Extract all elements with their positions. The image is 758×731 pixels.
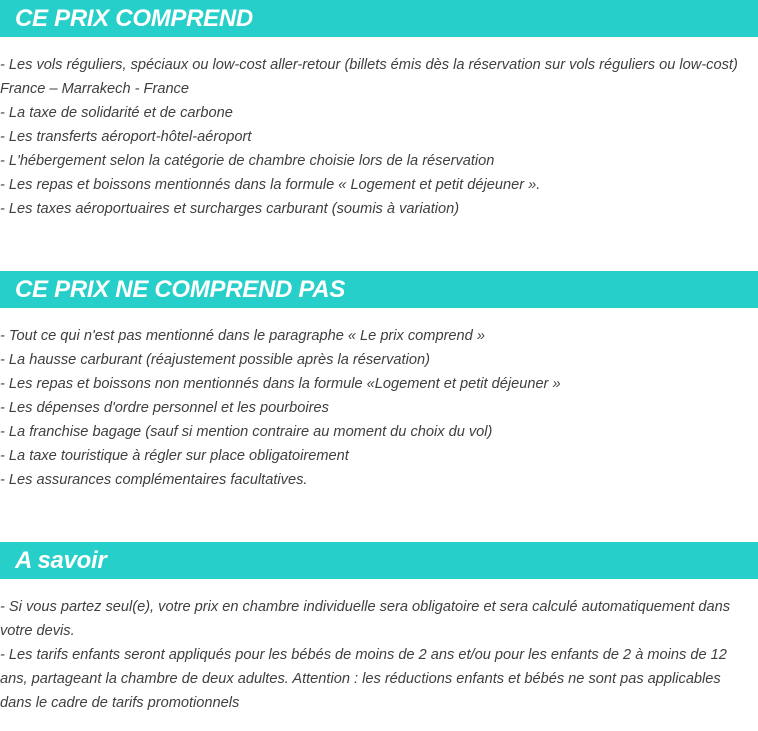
list-item: - Tout ce qui n'est pas mentionné dans le paragraphe « Le prix comprend » [0,328,485,344]
list-item: - La taxe touristique à régler sur place obligatoirement [0,448,349,464]
list-item: - Les transferts aéroport-hôtel-aéroport [0,129,252,145]
list-item: - Les vols réguliers, spéciaux ou low-cost aller-retour (billets émis dès la réservation sur vols réguliers ou low-cost) [0,57,738,73]
good-to-know-title: A savoir [15,547,107,574]
list-item: - L'hébergement selon la catégorie de chambre choisie lors de la réservation [0,153,495,169]
list-item: - Les repas et boissons mentionnés dans la formule « Logement et petit déjeuner ». [0,177,541,193]
list-item: - La hausse carburant (réajustement possible après la réservation) [0,352,430,368]
list-item: - Les tarifs enfants seront appliqués pour les bébés de moins de 2 ans et/ou pour les enfants de 2 à moins de 12 ans, partageant la chambre de deux adultes. Attention : les réductions enfants et bébés ne sont pas applicables dans le cadre de tarifs promotionnels [0,647,727,711]
good-to-know-header [0,542,758,579]
price-includes-section [0,0,758,221]
price-includes-header [0,0,758,37]
price-excludes-section [0,271,758,492]
list-item: - La taxe de solidarité et de carbone [0,105,233,121]
list-item: - La franchise bagage (sauf si mention contraire au moment du choix du vol) [0,424,493,440]
list-item: - Si vous partez seul(e), votre prix en chambre individuelle sera obligatoire et sera calculé automatiquement dans votre devis. [0,599,731,639]
price-includes-list [0,53,758,221]
list-item: - Les taxes aéroportuaires et surcharges carburant (soumis à variation) [0,201,460,217]
list-item: - Les assurances complémentaires facultatives. [0,472,308,488]
price-excludes-list [0,324,758,492]
good-to-know-list [0,595,750,715]
list-item: - Les dépenses d'ordre personnel et les pourboires [0,400,329,416]
price-excludes-title: CE PRIX NE COMPREND PAS [15,276,346,303]
price-excludes-header [0,271,758,308]
price-includes-title: CE PRIX COMPREND [15,5,253,32]
good-to-know-section [0,542,758,715]
list-item: France – Marrakech - France [0,81,189,97]
list-item: - Les repas et boissons non mentionnés dans la formule «Logement et petit déjeuner » [0,376,561,392]
